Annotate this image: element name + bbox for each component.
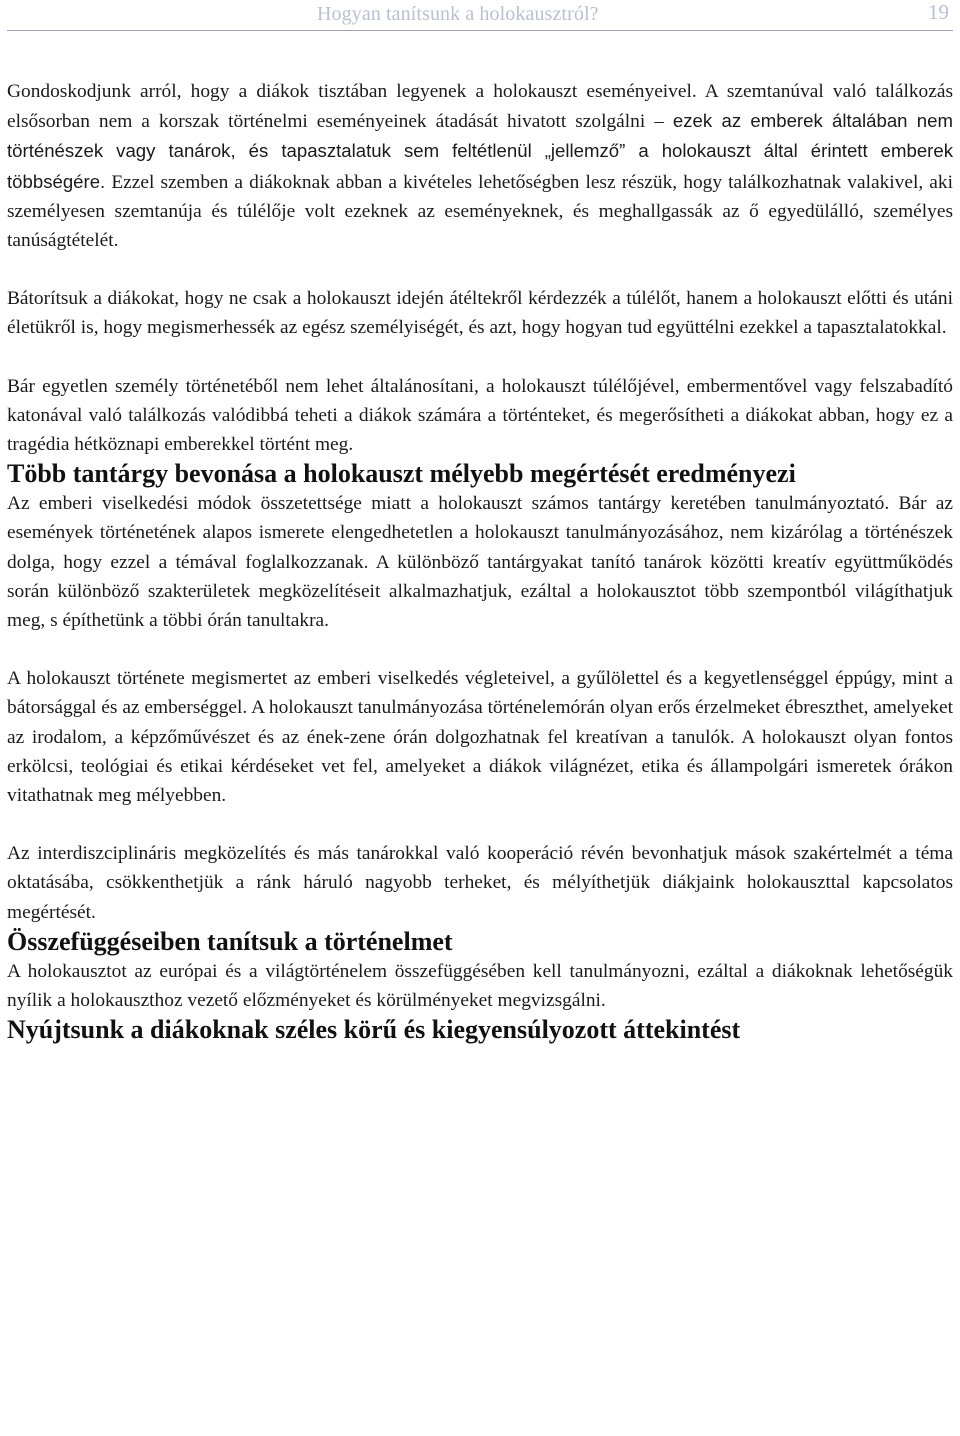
paragraph-text: Gondoskodjunk arról, hogy a diákok tisztában legyenek a holokauszt eseményeivel. A szemtanúval való találkozás elsősorban nem a korszak történelmi eseményeinek átadását hivatott szolgálni – xyxy=(7,81,953,133)
paragraph-text: A holokausztot az európai és a világtörténelem összefüggésében kell tanulmányozni, ezáltal a diákoknak lehetőségük nyílik a holokauszthoz vezető előzményeket és körülményeket megvizsgálni. xyxy=(7,960,953,1012)
paragraph-text: Bár egyetlen személy történetéből nem lehet általánosítani, a holokauszt túlélőjével, embermentővel vagy felszabadító katonával való találkozás valódibbá teheti a diákok számára a történteket, és megerősítheti a diákokat abban, hogy ez a tragédia hétköznapi emberekkel történt meg. xyxy=(7,375,953,456)
paragraph-multiple-subjects xyxy=(7,489,953,635)
section-heading-interdisciplinary: Több tantárgy bevonása a holokauszt mélyebb megértését eredményezi xyxy=(7,459,796,489)
paragraph-single-story xyxy=(7,372,953,460)
paragraph-encourage-students xyxy=(7,284,953,342)
paragraph-survivor-encounter xyxy=(7,77,953,255)
paragraph-text: Az interdiszciplináris megközelítés és más tanárokkal való kooperáció révén bevonhatjuk mások szakértelmét a téma oktatásába, csökkenthetjük a ránk háruló nagyobb terheket, és mélyíthetjük diákjaink holokauszttal kapcsolatos megértését. xyxy=(7,843,953,923)
section-heading-overview: Nyújtsunk a diákoknak széles körű és kiegyensúlyozott áttekintést xyxy=(7,1015,741,1045)
section-heading-context: Összefüggéseiben tanítsuk a történelmet xyxy=(7,926,453,956)
document-page xyxy=(7,0,953,1045)
paragraph-text: Ezzel szemben a diákoknak abban a kivételes lehetőségben lesz részük, hogy találkozhatnak valakivel, aki személyesen szemtanúja és túlélője volt ezeknek az eseményeknek, és meghallgassák az ő egyedülálló, személyes tanúságtételét. xyxy=(7,171,953,252)
running-title: Hogyan tanítsunk a holokausztról? xyxy=(317,3,599,25)
paragraph-text: A holokauszt története megismertet az emberi viselkedés végleteivel, a gyűlölettel és a kegyetlenséggel éppúgy, mint a bátorsággal és az emberséggel. A holokauszt tanulmányozása történelemórán olyan erős érzelmeket ébreszthet, amelyeket az irodalom, a képzőművészet és az ének-zene órán dolgozhatnak fel kreatívan a tanulók. A holokauszt olyan fontos erkölcsi, teológiai és etikai kérdéseket vet fel, amelyeket a diákok világnézet, etika és állampolgári ismeretek órákon vitathatnak meg mélyebben. xyxy=(7,668,953,807)
paragraph-text: Bátorítsuk a diákokat, hogy ne csak a holokauszt idején átéltekről kérdezzék a túlélőt, hanem a holokauszt előtti és utáni életükről is, hogy megismerhessék az egész személyiségét, és azt, hogy hogyan tud együttélni ezekkel a tapasztalatokkal. xyxy=(7,288,953,339)
paragraph-text-sans: ezek az emberek általában nem történészek vagy tanárok, és tapasztalatuk sem feltétlenül „jellemző” a holokauszt által érintett emberek többségére. xyxy=(7,110,953,192)
paragraph-text: Az emberi viselkedési módok összetettsége miatt a holokauszt számos tantárgy keretében tanulmányoztató. Bár az események történetének alapos ismerete elengedhetetlen a holokauszt tanulmányozásához, nem kizárólag a történészek dolga, hogy ezzel a témával foglalkozzanak. A különböző tantárgyakat tanító tanárok közötti kreatív együttműködés során különböző szakterületek megközelítéseit alkalmazhatjuk, ezáltal a holokausztot több szempontból világíthatjuk meg, s építhetünk a többi órán tanultakra. xyxy=(7,493,953,632)
paragraph-european-context xyxy=(7,957,953,1015)
running-header xyxy=(7,0,953,31)
paragraph-human-behaviour xyxy=(7,664,953,810)
page-number: 19 xyxy=(928,0,949,24)
paragraph-cooperation xyxy=(7,839,953,927)
